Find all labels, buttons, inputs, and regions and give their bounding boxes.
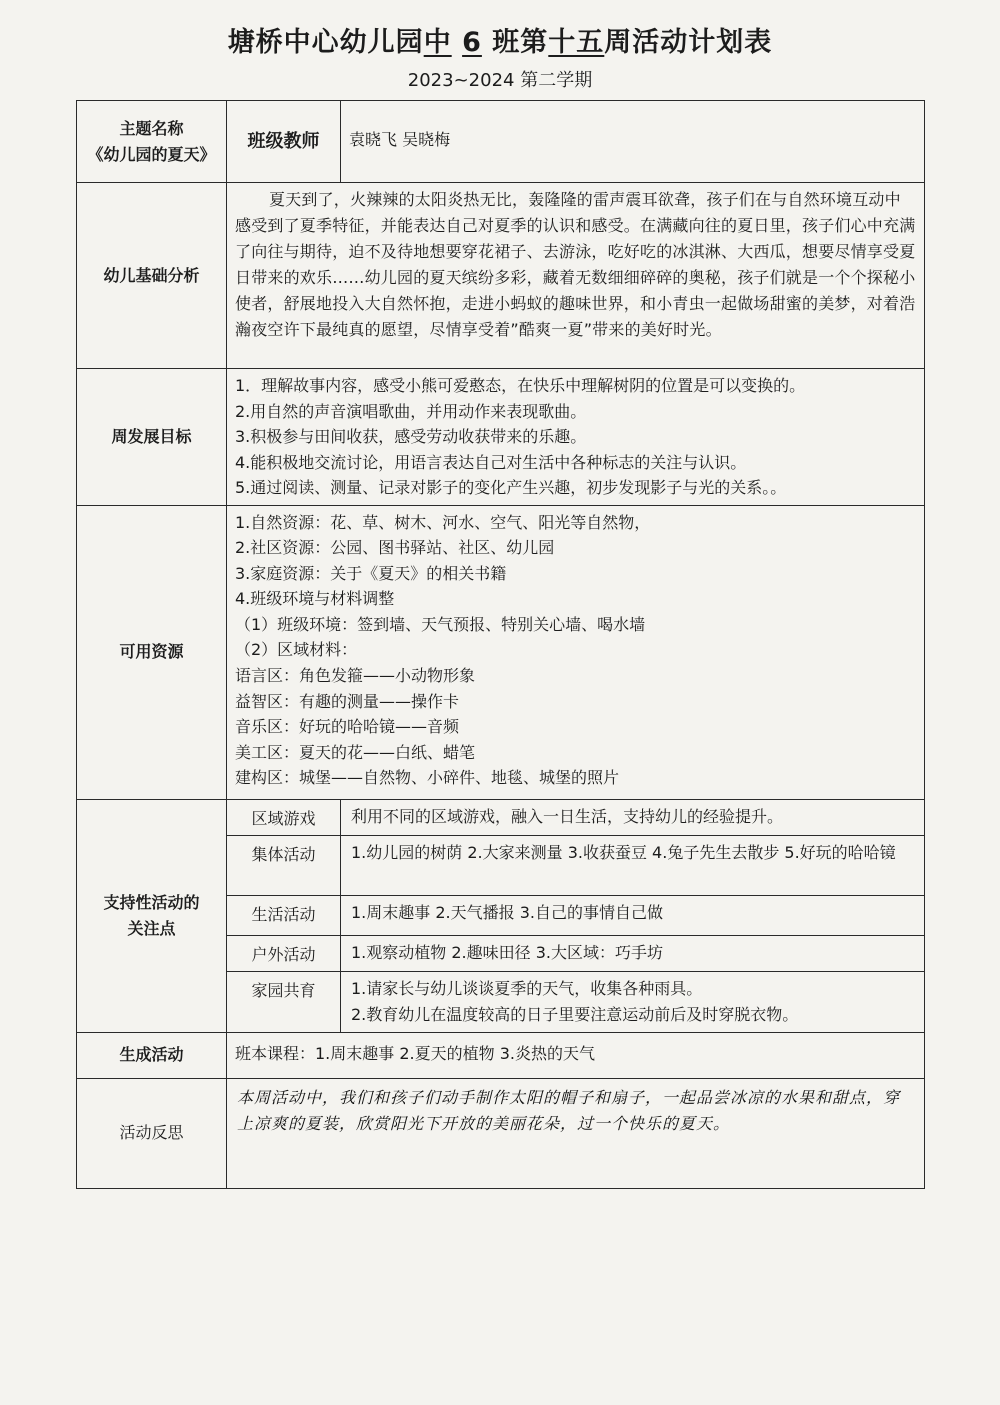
support-content: 利用不同的区域游戏，融入一日生活，支持幼儿的经验提升。 [341, 799, 925, 835]
resource-item: 2.社区资源：公园、图书驿站、社区、幼儿园 [235, 538, 555, 558]
support-name: 集体活动 [227, 835, 341, 895]
support-name: 户外活动 [227, 935, 341, 971]
semester-subtitle: 2023~2024 第二学期 [407, 70, 593, 91]
goal-item: 3.积极参与田间收获，感受劳动收获带来的乐趣。 [235, 427, 587, 446]
support-name: 生活活动 [227, 895, 341, 935]
support-content: 1.请家长与幼儿谈谈夏季的天气，收集各种雨具。 2.教育幼儿在温度较高的日子里要注意运动前后及时穿脱衣物。 [341, 971, 925, 1032]
page-title: 塘桥中心幼儿园中 6 班第十五周活动计划表 [227, 27, 773, 58]
reflection-handwriting: 本周活动中，我们和孩子们动手制作太阳的帽子和扇子，一起品尝冰凉的水果和甜点，穿上凉爽的夏装，欣赏阳光下开放的美丽花朵，过一个快乐的夏天。 [227, 1078, 925, 1188]
resource-item: （1）班级环境：签到墙、天气预报、特别关心墙、喝水墙 [235, 614, 646, 634]
goal-item: 5.通过阅读、测量、记录对影子的变化产生兴趣，初步发现影子与光的关系。。 [235, 478, 787, 497]
resource-item: （2）区域材料： [235, 640, 358, 660]
goal-item: 1．理解故事内容，感受小熊可爱憨态，在快乐中理解树阴的位置是可以变换的。 [235, 376, 806, 395]
resources-list [227, 505, 925, 799]
goal-item: 2.用自然的声音演唱歌曲，并用动作来表现歌曲。 [235, 401, 587, 421]
resource-item: 美工区：夏天的花——白纸、蜡笔 [235, 742, 476, 762]
support-label: 支持性活动的 关注点 [77, 799, 227, 1032]
generated-row [77, 1032, 925, 1078]
support-content: 1.周末趣事 2.天气播报 3.自己的事情自己做 [341, 895, 925, 935]
goals-label: 周发展目标 [77, 369, 227, 506]
resource-item: 语言区：角色发箍——小动物形象 [235, 666, 476, 686]
reflection-row [77, 1078, 925, 1188]
goal-item: 4.能积极地交流讨论，用语言表达自己对生活中各种标志的关注与认识。 [235, 452, 747, 472]
resources-row [77, 505, 925, 799]
resources-label: 可用资源 [77, 505, 227, 799]
support-name: 家园共育 [227, 971, 341, 1032]
resource-item: 4.班级环境与材料调整 [235, 589, 395, 609]
generated-text: 班本课程：1.周末趣事 2.夏天的植物 3.炎热的天气 [227, 1032, 925, 1078]
teacher-label: 班级教师 [227, 101, 341, 183]
analysis-text: 夏天到了，火辣辣的太阳炎热无比，轰隆隆的雷声震耳欲聋，孩子们在与自然环境互动中感受到了夏季特征，并能表达自己对夏季的认识和感受。在满藏向往的夏日里，孩子们心中充满了向往与期待，迫不及待地想要穿花裙子、去游泳，吃好吃的冰淇淋、大西瓜，想要尽情享受夏日带来的欢乐……幼儿园的夏天缤纷多彩，藏着无数细细碎碎的奥秘，孩子们就是一个个探秘小使者，舒展地投入大自然怀抱，走进小蚂蚁的趣味世界，和小青虫一起做场甜蜜的美梦，对着浩瀚夜空许下最纯真的愿望，尽情享受着”酷爽一夏”带来的美好时光。 [227, 183, 925, 369]
resource-item: 3.家庭资源：关于《夏天》的相关书籍 [235, 563, 507, 583]
resource-item: 1.自然资源：花、草、树木、河水、空气、阳光等自然物， [235, 512, 651, 532]
analysis-label: 幼儿基础分析 [77, 183, 227, 369]
teacher-names: 袁晓飞 吴晓梅 [341, 101, 925, 183]
support-name: 区域游戏 [227, 799, 341, 835]
plan-table [76, 100, 925, 1189]
generated-label: 生成活动 [77, 1032, 227, 1078]
topic-row [77, 101, 925, 183]
topic-label: 主题名称 《幼儿园的夏天》 [77, 101, 227, 183]
support-row-area-games [77, 799, 925, 835]
support-content: 1.幼儿园的树荫 2.大家来测量 3.收获蚕豆 4.兔子先生去散步 5.好玩的哈哈镜 [341, 835, 925, 895]
reflection-label: 活动反思 [77, 1078, 227, 1188]
analysis-row [77, 183, 925, 369]
resource-item: 建构区：城堡——自然物、小碎件、地毯、城堡的照片 [235, 768, 620, 788]
resource-item: 音乐区：好玩的哈哈镜——音频 [235, 717, 460, 737]
goals-row [77, 369, 925, 506]
resource-item: 益智区：有趣的测量——操作卡 [235, 691, 460, 711]
goals-list [227, 369, 925, 506]
support-content: 1.观察动植物 2.趣味田径 3.大区域：巧手坊 [341, 935, 925, 971]
